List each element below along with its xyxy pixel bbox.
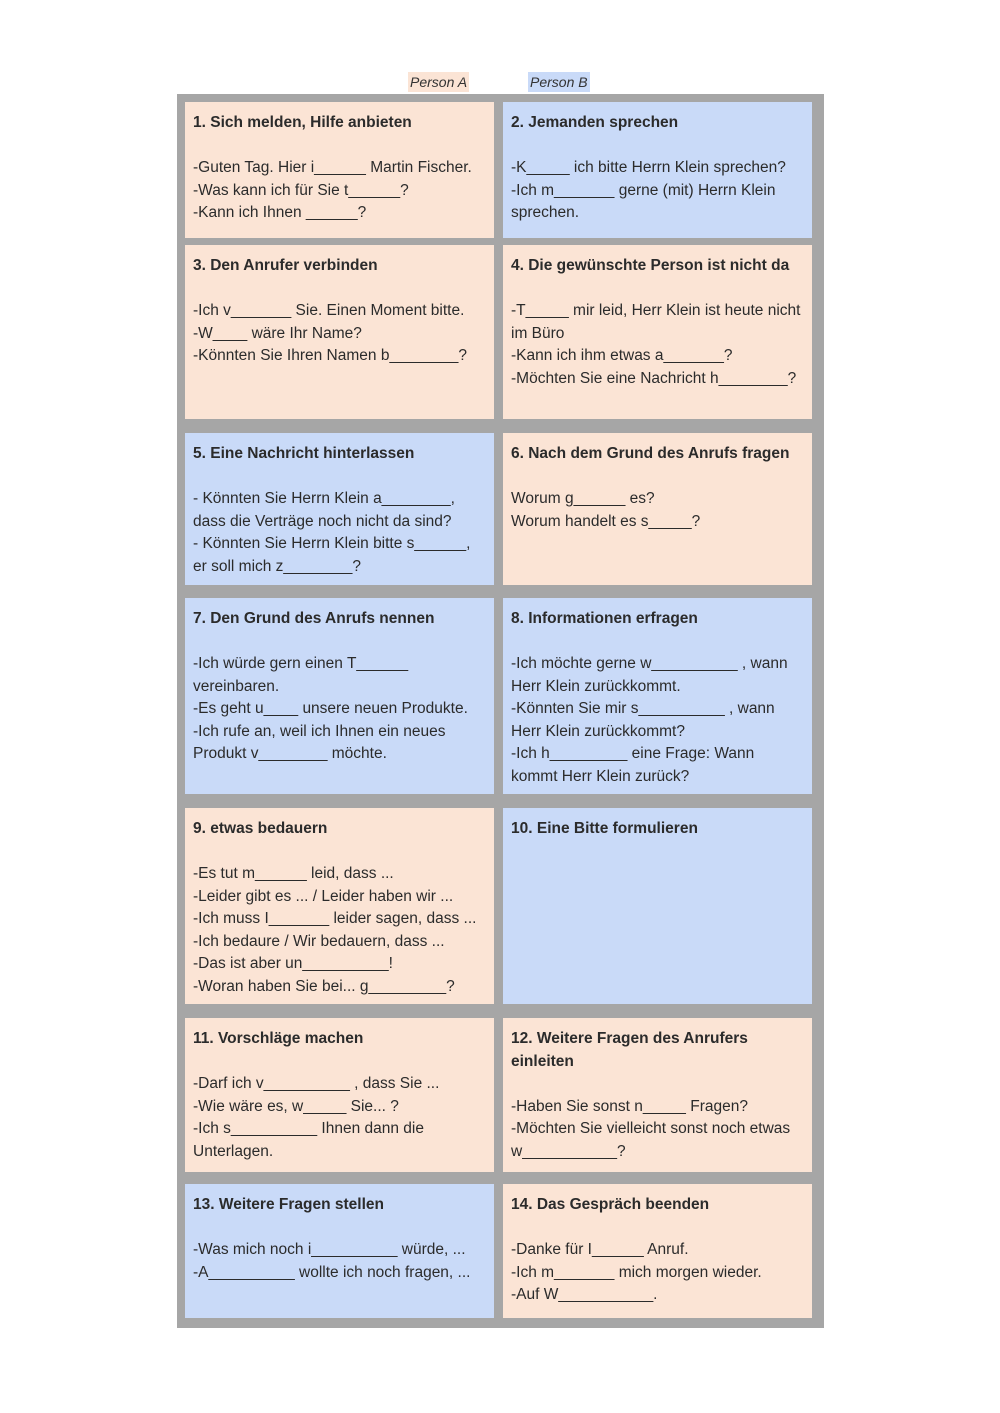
card-title: 7. Den Grund des Anrufs nennen xyxy=(193,610,435,627)
card-title: 12. Weitere Fragen des Anrufers einleiten xyxy=(511,1030,748,1070)
card-title: 11. Vorschläge machen xyxy=(193,1030,364,1047)
phrase-line: -Könnten Sie mir s__________ , wann Herr Klein zurückkommt? xyxy=(511,700,775,740)
card-phrases xyxy=(193,863,486,998)
phrase-card-3 xyxy=(185,245,494,419)
card-phrases xyxy=(511,1096,804,1164)
phrase-card-8 xyxy=(503,598,812,794)
phrase-line: -Leider gibt es ... / Leider haben wir ... xyxy=(193,887,454,905)
phrase-line: -Was mich noch i__________ würde, ... xyxy=(193,1241,466,1258)
card-title: 3. Den Anrufer verbinden xyxy=(193,257,378,274)
phrase-line: Worum g______ es? xyxy=(511,490,655,507)
phrase-line: - Könnten Sie Herrn Klein bitte s______, er soll mich z________? xyxy=(193,535,471,575)
phrase-line: -Ich muss I_______ leider sagen, dass ... xyxy=(193,910,477,927)
phrase-card-12 xyxy=(503,1018,812,1172)
card-title: 8. Informationen erfragen xyxy=(511,610,698,627)
card-phrases xyxy=(511,157,804,225)
person-a-label: Person A xyxy=(410,74,468,90)
card-title: 10. Eine Bitte formulieren xyxy=(511,820,698,837)
card-phrases xyxy=(511,1239,804,1307)
phrase-card-10 xyxy=(503,808,812,1004)
card-phrases xyxy=(193,1073,486,1163)
phrase-card-11 xyxy=(185,1018,494,1172)
phrase-line: -Was kann ich für Sie t______? xyxy=(193,181,409,199)
phrase-line: - Könnten Sie Herrn Klein a________, dass die Verträge noch nicht da sind? xyxy=(193,490,455,530)
phrase-line: -Möchten Sie eine Nachricht h________? xyxy=(511,369,797,387)
phrase-line: -Ich bedaure / Wir bedauern, dass ... xyxy=(193,932,445,950)
card-phrases xyxy=(193,300,486,368)
person-b-label: Person B xyxy=(530,74,588,90)
phrase-line: -K_____ ich bitte Herrn Klein sprechen? xyxy=(511,159,786,176)
phrase-line: -Danke für I______ Anruf. xyxy=(511,1241,689,1258)
phrase-card-grid xyxy=(177,94,824,1328)
card-phrases xyxy=(511,300,804,390)
phrase-card-14 xyxy=(503,1184,812,1318)
phrase-card-13 xyxy=(185,1184,494,1318)
phrase-line: -Ich m_______ gerne (mit) Herrn Klein sprechen. xyxy=(511,181,776,221)
card-phrases xyxy=(193,1239,486,1284)
phrase-line: -Wie wäre es, w_____ Sie... ? xyxy=(193,1097,399,1115)
phrase-line: -Möchten Sie vielleicht sonst noch etwas w___________? xyxy=(511,1120,791,1160)
card-title: 1. Sich melden, Hilfe anbieten xyxy=(193,114,412,131)
phrase-line: -Kann ich ihm etwas a_______? xyxy=(511,347,733,364)
card-title: 9. etwas bedauern xyxy=(193,820,328,837)
phrase-line: -Kann ich Ihnen ______? xyxy=(193,204,367,221)
phrase-line: -Ich s__________ Ihnen dann die Unterlagen. xyxy=(193,1120,424,1160)
phrase-line: -Es geht u____ unsere neuen Produkte. xyxy=(193,700,468,717)
phrase-card-5 xyxy=(185,433,494,585)
card-phrases xyxy=(193,653,486,766)
phrase-line: -A__________ wollte ich noch fragen, ... xyxy=(193,1263,471,1281)
phrase-card-7 xyxy=(185,598,494,794)
phrase-line: -Ich möchte gerne w__________ , wann Herr Klein zurückkommt. xyxy=(511,655,788,695)
phrase-card-4 xyxy=(503,245,812,419)
phrase-line: -Das ist aber un__________! xyxy=(193,955,393,972)
phrase-card-2 xyxy=(503,102,812,238)
card-phrases xyxy=(511,653,804,788)
card-title: 13. Weitere Fragen stellen xyxy=(193,1196,384,1213)
phrase-line: -Woran haben Sie bei... g_________? xyxy=(193,977,455,995)
card-title: 2. Jemanden sprechen xyxy=(511,114,679,131)
phrase-line: -Es tut m______ leid, dass ... xyxy=(193,865,394,882)
phrase-line: -Ich m_______ mich morgen wieder. xyxy=(511,1263,762,1281)
phrase-line: Worum handelt es s_____? xyxy=(511,512,701,530)
phrase-line: -Auf W___________. xyxy=(511,1286,658,1303)
person-legend xyxy=(0,72,1000,92)
phrase-line: -Ich h_________ eine Frage: Wann kommt Herr Klein zurück? xyxy=(511,745,755,785)
phrase-line: -Guten Tag. Hier i______ Martin Fischer. xyxy=(193,159,472,176)
phrase-card-6 xyxy=(503,433,812,585)
card-phrases xyxy=(193,157,486,225)
phrase-line: -Haben Sie sonst n_____ Fragen? xyxy=(511,1097,748,1115)
card-phrases xyxy=(511,488,804,533)
card-title: 4. Die gewünschte Person ist nicht da xyxy=(511,257,790,274)
card-title: 6. Nach dem Grund des Anrufs fragen xyxy=(511,445,790,462)
phrase-line: -T_____ mir leid, Herr Klein ist heute nicht im Büro xyxy=(511,302,801,342)
phrase-line: -Könnten Sie Ihren Namen b________? xyxy=(193,347,468,364)
phrase-line: -Ich rufe an, weil ich Ihnen ein neues Produkt v________ möchte. xyxy=(193,722,446,762)
card-title: 5. Eine Nachricht hinterlassen xyxy=(193,445,415,462)
phrase-line: -Ich v_______ Sie. Einen Moment bitte. xyxy=(193,302,465,319)
phrase-card-1 xyxy=(185,102,494,238)
phrase-line: -W____ wäre Ihr Name? xyxy=(193,324,362,342)
phrase-line: -Ich würde gern einen T______ vereinbaren. xyxy=(193,655,409,695)
card-title: 14. Das Gespräch beenden xyxy=(511,1196,710,1213)
phrase-card-9 xyxy=(185,808,494,1004)
card-phrases xyxy=(193,488,486,578)
phrase-line: -Darf ich v__________ , dass Sie ... xyxy=(193,1075,440,1092)
